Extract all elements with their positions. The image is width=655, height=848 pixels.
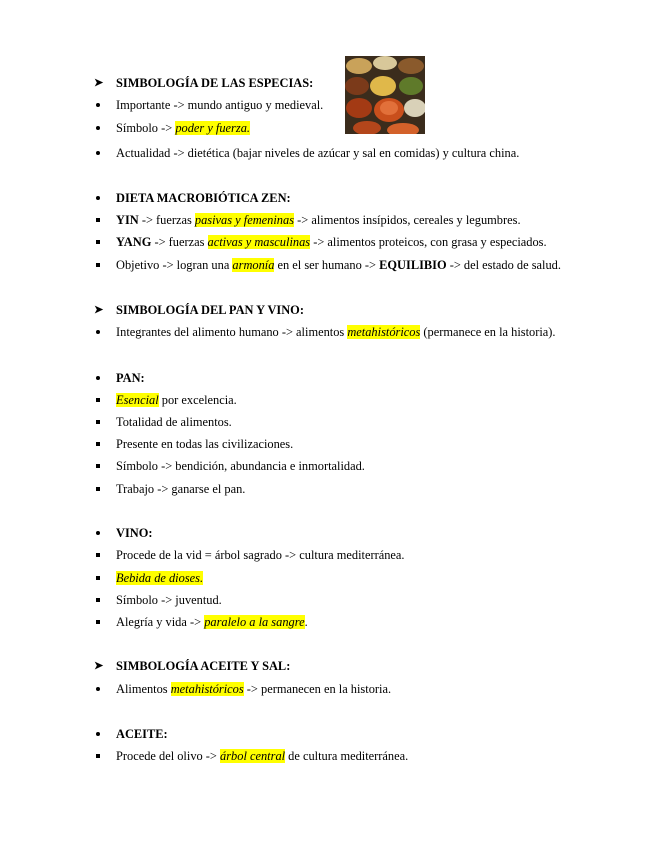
line-text — [116, 256, 561, 274]
highlighted-text: metahistóricos — [170, 682, 244, 696]
arrow-bullet-icon: ➤ — [94, 660, 104, 672]
bold-text: VINO: — [116, 526, 153, 540]
line-text — [116, 725, 168, 743]
text-segment: de cultura mediterránea. — [285, 749, 409, 763]
highlighted-text: árbol central — [220, 749, 286, 763]
dot-bullet-icon — [96, 189, 116, 207]
bold-text: YIN — [116, 213, 139, 227]
square-bullet-icon — [96, 591, 116, 609]
highlighted-text: activas y masculinas — [207, 235, 311, 249]
line-text — [116, 144, 519, 162]
line-text — [116, 546, 405, 564]
text-segment: -> alimentos insípidos, cereales y legumbres. — [294, 213, 521, 227]
highlighted-text: poder y fuerza. — [175, 121, 250, 135]
highlighted-text: pasivas y femeninas — [194, 213, 295, 227]
text-segment: Procede de la vid = árbol sagrado -> cultura mediterránea. — [116, 548, 405, 562]
bold-text: SIMBOLOGÍA DEL PAN Y VINO: — [116, 303, 304, 317]
dot-bullet-icon — [96, 369, 116, 387]
dot-bullet-icon — [96, 524, 116, 542]
bold-text: SIMBOLOGÍA DE LAS ESPECIAS: — [116, 76, 314, 90]
line-text — [116, 480, 245, 498]
bold-text: ACEITE: — [116, 727, 168, 741]
text-segment: Totalidad de alimentos. — [116, 415, 232, 429]
square-bullet-mark — [96, 218, 100, 222]
line-text — [116, 747, 408, 765]
square-bullet-icon — [96, 569, 116, 587]
dot-bullet-icon — [96, 144, 116, 162]
square-bullet-icon — [96, 233, 116, 251]
square-bullet-mark — [96, 487, 100, 491]
text-segment: Integrantes del alimento humano -> alimentos — [116, 325, 348, 339]
line-text — [116, 74, 313, 92]
bold-text: DIETA MACROBIÓTICA ZEN: — [116, 191, 291, 205]
square-bullet-icon — [96, 211, 116, 229]
line-text — [116, 524, 152, 542]
highlighted-text: Esencial — [116, 393, 159, 407]
dot-bullet-icon — [96, 725, 116, 743]
square-bullet-icon — [96, 413, 116, 431]
bold-text: YANG — [116, 235, 152, 249]
square-bullet-mark — [96, 420, 100, 424]
text-segment: por excelencia. — [158, 393, 237, 407]
dot-bullet-icon — [96, 680, 116, 698]
text-segment: Símbolo -> juventud. — [116, 593, 222, 607]
line-text — [116, 435, 293, 453]
line-text — [116, 96, 323, 114]
square-bullet-mark — [96, 553, 100, 557]
bold-text: EQUILIBIO — [379, 258, 447, 272]
dot-bullet-mark — [96, 687, 100, 691]
line-text — [116, 413, 232, 431]
text-segment: -> del estado de salud. — [446, 258, 561, 272]
line-text — [116, 657, 290, 675]
square-bullet-icon — [96, 457, 116, 475]
highlighted-text: armonía — [232, 258, 275, 272]
text-segment: -> alimentos proteicos, con grasa y especiados. — [310, 235, 547, 249]
line-text — [116, 233, 547, 251]
text-segment: . — [304, 615, 308, 629]
square-bullet-mark — [96, 754, 100, 758]
square-bullet-mark — [96, 620, 100, 624]
line-text — [116, 119, 250, 137]
line-text — [116, 323, 556, 341]
square-bullet-mark — [96, 576, 100, 580]
square-bullet-mark — [96, 398, 100, 402]
dot-bullet-mark — [96, 732, 100, 736]
square-bullet-mark — [96, 464, 100, 468]
line-text — [116, 189, 291, 207]
spices-photo-art — [345, 56, 425, 134]
text-segment: Símbolo -> — [116, 121, 176, 135]
dot-bullet-mark — [96, 103, 100, 107]
square-bullet-mark — [96, 442, 100, 446]
text-segment: -> fuerzas — [138, 213, 195, 227]
highlighted-text: metahistóricos — [347, 325, 421, 339]
bold-text: SIMBOLOGÍA ACEITE Y SAL: — [116, 659, 291, 673]
line-text — [116, 211, 521, 229]
text-segment: Objetivo -> logran una — [116, 258, 233, 272]
square-bullet-mark — [96, 240, 100, 244]
line-text — [116, 391, 237, 409]
line-text — [116, 301, 304, 319]
square-bullet-icon — [96, 435, 116, 453]
arrow-bullet-icon: ➤ — [94, 77, 104, 89]
highlighted-text: paralelo a la sangre — [204, 615, 305, 629]
text-segment: Importante -> mundo antiguo y medieval. — [116, 98, 324, 112]
dot-bullet-icon — [96, 323, 116, 341]
line-text — [116, 369, 145, 387]
text-segment: Símbolo -> bendición, abundancia e inmortalidad. — [116, 459, 365, 473]
dot-bullet-mark — [96, 126, 100, 130]
line-text — [116, 591, 222, 609]
text-segment: en el ser humano -> — [274, 258, 380, 272]
text-segment: Alimentos — [116, 682, 171, 696]
text-segment: -> permanecen en la historia. — [243, 682, 392, 696]
line-text — [116, 457, 365, 475]
square-bullet-icon — [96, 613, 116, 631]
dot-bullet-icon — [96, 119, 116, 137]
text-segment: (permanece en la historia). — [420, 325, 556, 339]
text-segment: Procede del olivo -> — [116, 749, 221, 763]
arrow-bullet-icon: ➤ — [94, 304, 104, 316]
line-text — [116, 680, 391, 698]
dot-bullet-icon — [96, 96, 116, 114]
text-segment: Trabajo -> ganarse el pan. — [116, 482, 246, 496]
dot-bullet-mark — [96, 531, 100, 535]
line-text — [116, 569, 203, 587]
highlighted-text: Bebida de dioses. — [116, 571, 204, 585]
dot-bullet-mark — [96, 196, 100, 200]
text-segment: Alegría y vida -> — [116, 615, 205, 629]
bold-text: PAN: — [116, 371, 145, 385]
dot-bullet-mark — [96, 376, 100, 380]
square-bullet-mark — [96, 263, 100, 267]
square-bullet-icon — [96, 747, 116, 765]
text-segment: -> fuerzas — [151, 235, 208, 249]
square-bullet-icon — [96, 480, 116, 498]
square-bullet-icon — [96, 546, 116, 564]
dot-bullet-mark — [96, 330, 100, 334]
spices-photo — [345, 56, 425, 134]
square-bullet-mark — [96, 598, 100, 602]
square-bullet-icon — [96, 391, 116, 409]
square-bullet-icon — [96, 256, 116, 274]
line-text — [116, 613, 308, 631]
text-segment: Presente en todas las civilizaciones. — [116, 437, 294, 451]
dot-bullet-mark — [96, 151, 100, 155]
text-segment: Actualidad -> dietética (bajar niveles de azúcar y sal en comidas) y cultura china. — [116, 146, 520, 160]
